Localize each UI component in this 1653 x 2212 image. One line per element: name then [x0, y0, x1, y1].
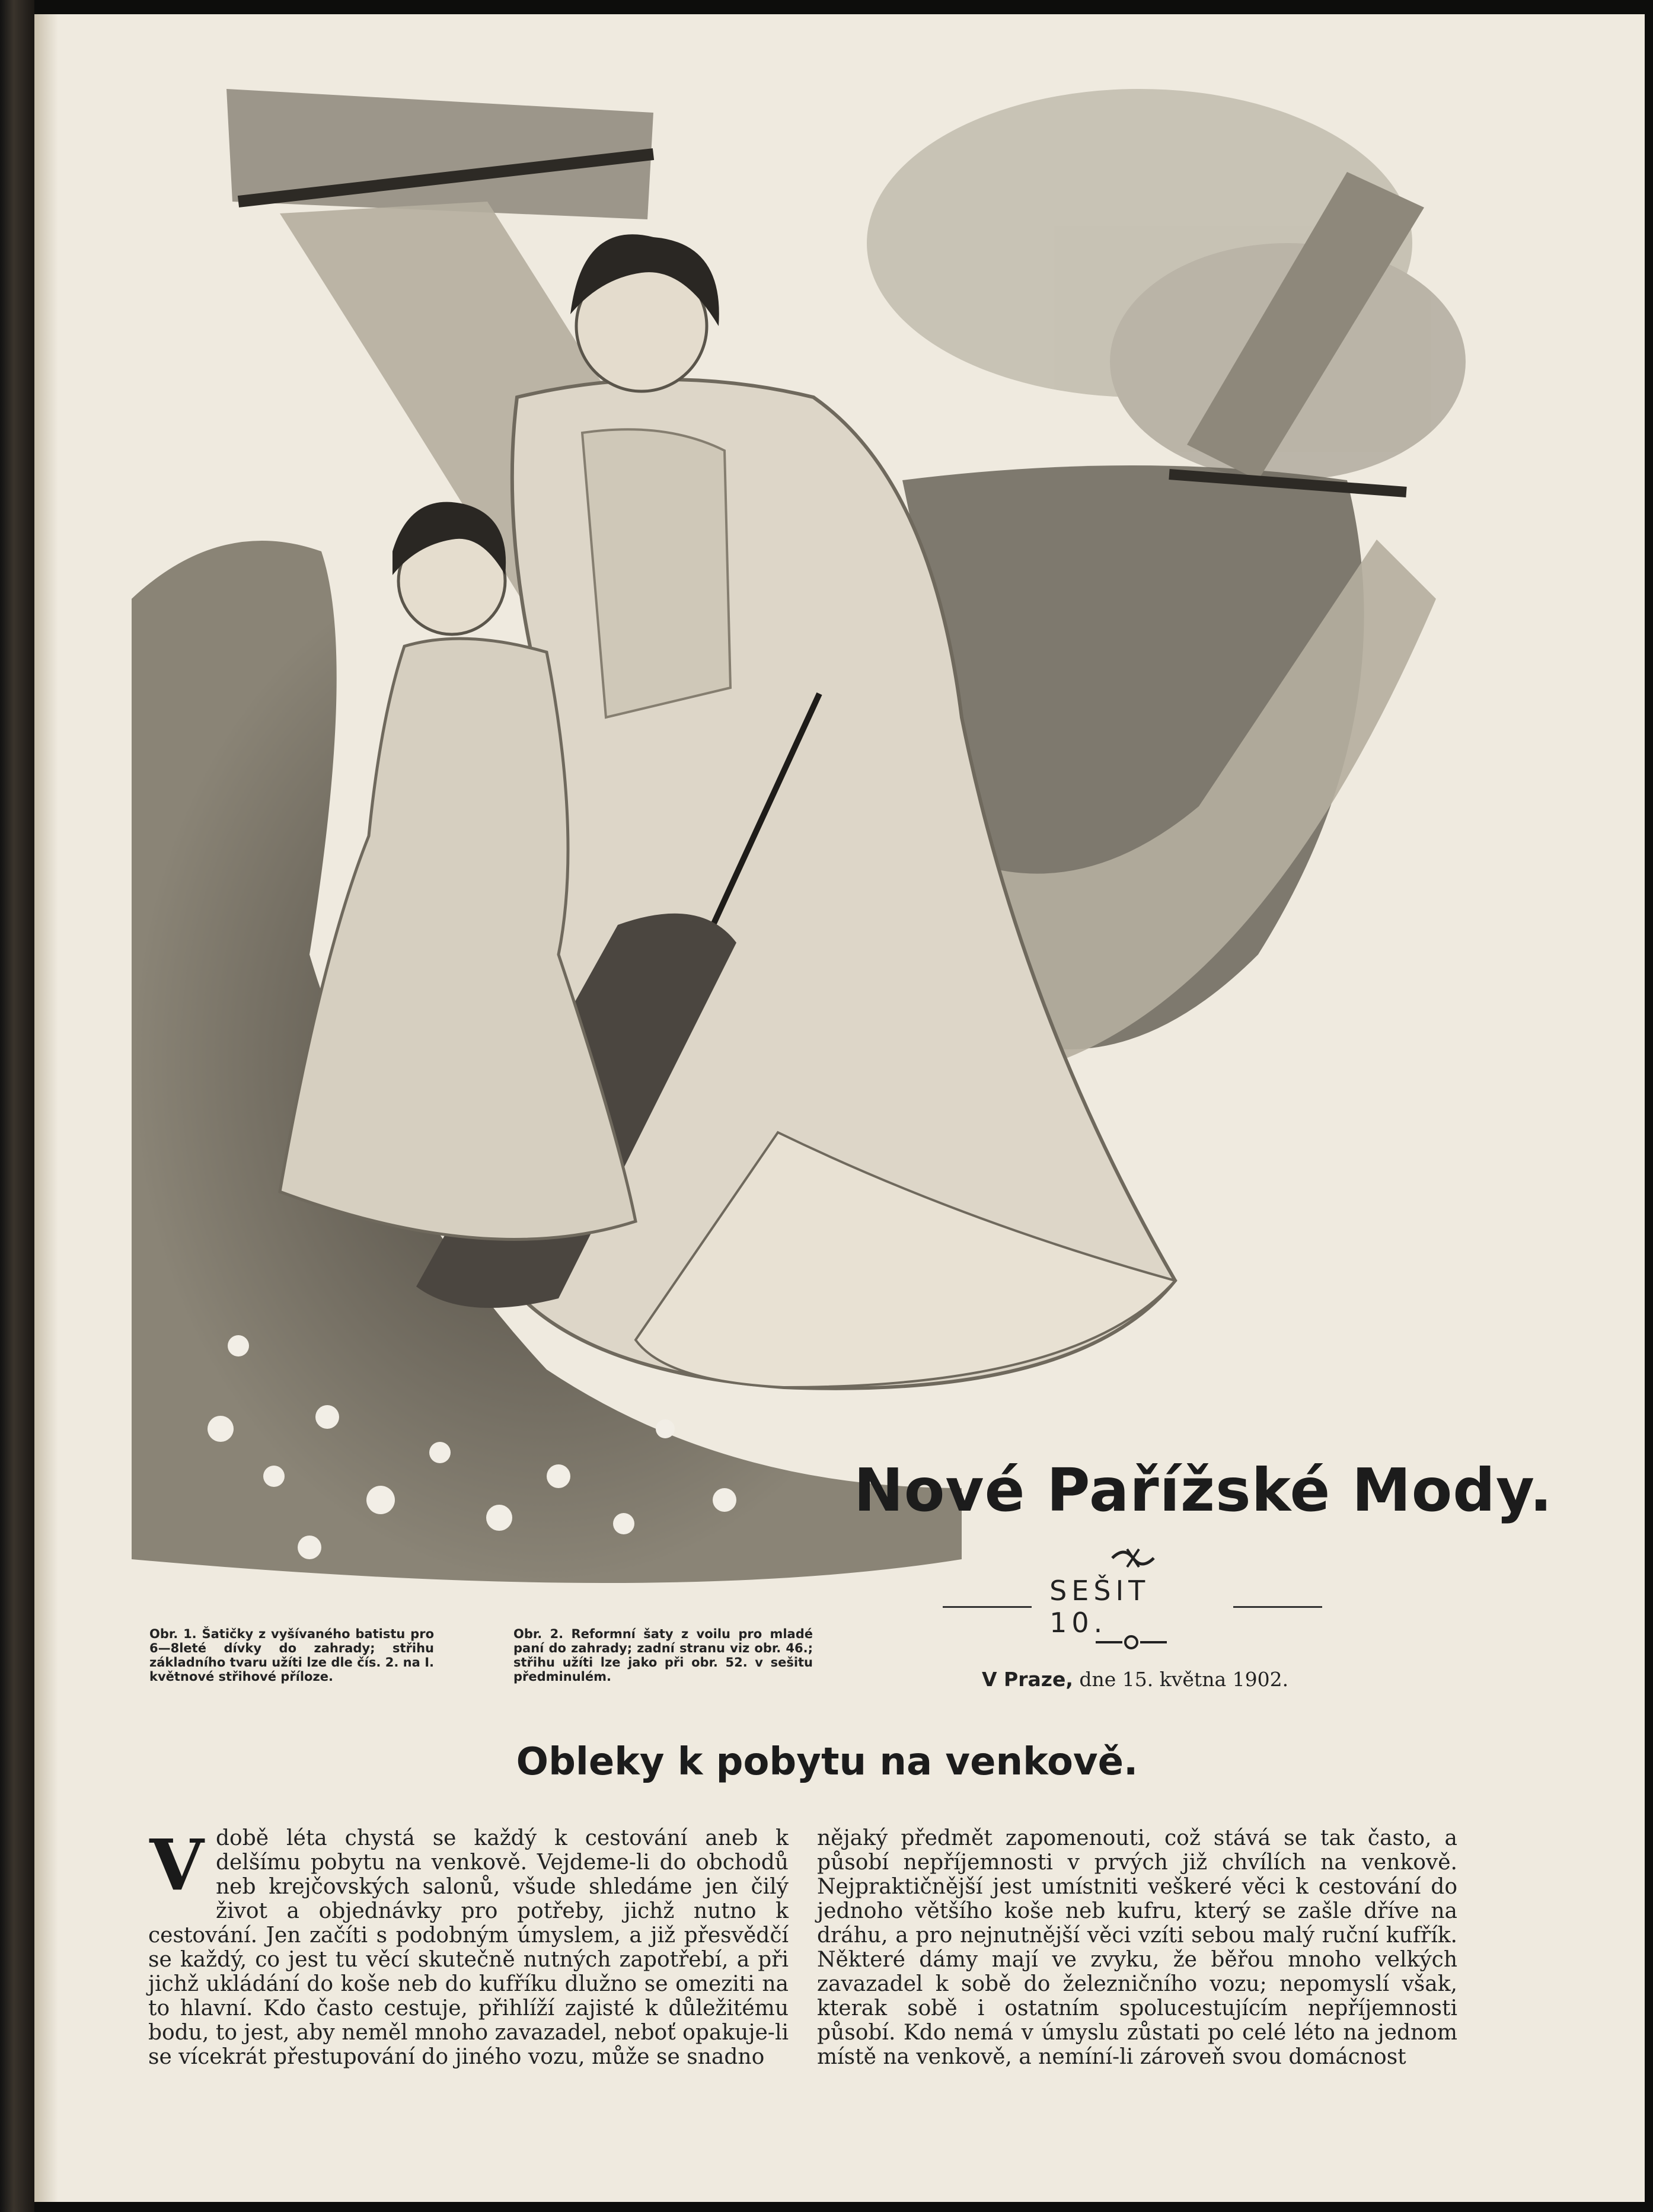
issue-line	[943, 1575, 1322, 1639]
article-column-1	[148, 1826, 789, 2069]
magazine-title: Nové Pařížské Mody.	[854, 1455, 1553, 1525]
caption-figure-1: Obr. 1. Šatičky z vyšívaného batistu pro 6—8leté dívky do zahrady; střihu základního tvaru užíti lze dle čís. 2. na I. květnové střihové příloze.	[149, 1627, 434, 1684]
rule-right	[1233, 1606, 1322, 1608]
fleuron-icon	[1106, 1540, 1160, 1576]
article-text-1: době léta chystá se každý k cestování aneb k delšímu pobytu na venkově. Vejdeme-li do obchodů neb krejčovských salonů, všude shledáme jen čilý život a objednávky pro potřeby, jichž nutno k cestování. Jen začíti s podobným úmyslem, a již přesvědčí se každý, co jest tu věcí skutečně nutných zapotřebí, a při jichž ukládání do koše neb do kufříku dlužno se omeziti na to hlavní. Kdo často cestuje, přihlíží zajisté k důležitému bodu, to jest, aby neměl mnoho zavazadel, neboť opakuje-li se vícekrát přestupování do jiného vozu, může se snadno	[148, 1826, 789, 2069]
fashion-illustration	[132, 65, 1495, 1607]
article-column-2	[817, 1826, 1457, 2069]
article-text-2: nějaký předmět zapomenouti, což stává se tak často, a působí nepříjemnosti v prvých již chvílích na venkově. Nejpraktičnější jest umístniti veškeré věci k cestování do jednoho většího koše neb kufru, který se zašle dříve na dráhu, a pro nejnutnější věci vzíti sebou malý ruční kufřík. Některé dámy mají ve zvyku, že běřou mnoho velkých zavazadel k sobě do železničního vozu; nepomyslí však, kterak sobě i ostatním spolucestujícím nepříjemnosti působí. Kdo nemá v úmyslu zůstati po celé léto na jednom místě na venkově, a nemíní-li zároveň svou domácnost	[817, 1826, 1457, 2069]
caption-figure-2: Obr. 2. Reformní šaty z voilu pro mladé paní do zahrady; zadní stranu viz obr. 46.; střihu užíti lze jako při obr. 52. v sešitu předminulém.	[513, 1627, 813, 1684]
rule-left	[943, 1606, 1032, 1608]
dateline	[982, 1668, 1314, 1691]
dropcap	[148, 1824, 205, 1906]
book-spine	[0, 0, 34, 2212]
dateline-date: dne 15. května 1902.	[1079, 1668, 1289, 1691]
dropcap-letter: V	[149, 1824, 204, 1906]
issue-number: SEŠIT 10.	[1049, 1575, 1150, 1639]
dateline-place: V Praze,	[982, 1668, 1073, 1691]
article-heading: Obleky k pobytu na venkově.	[516, 1740, 1138, 1784]
dash-circle-ornament-icon	[1090, 1630, 1173, 1654]
page-gutter	[34, 14, 58, 2202]
